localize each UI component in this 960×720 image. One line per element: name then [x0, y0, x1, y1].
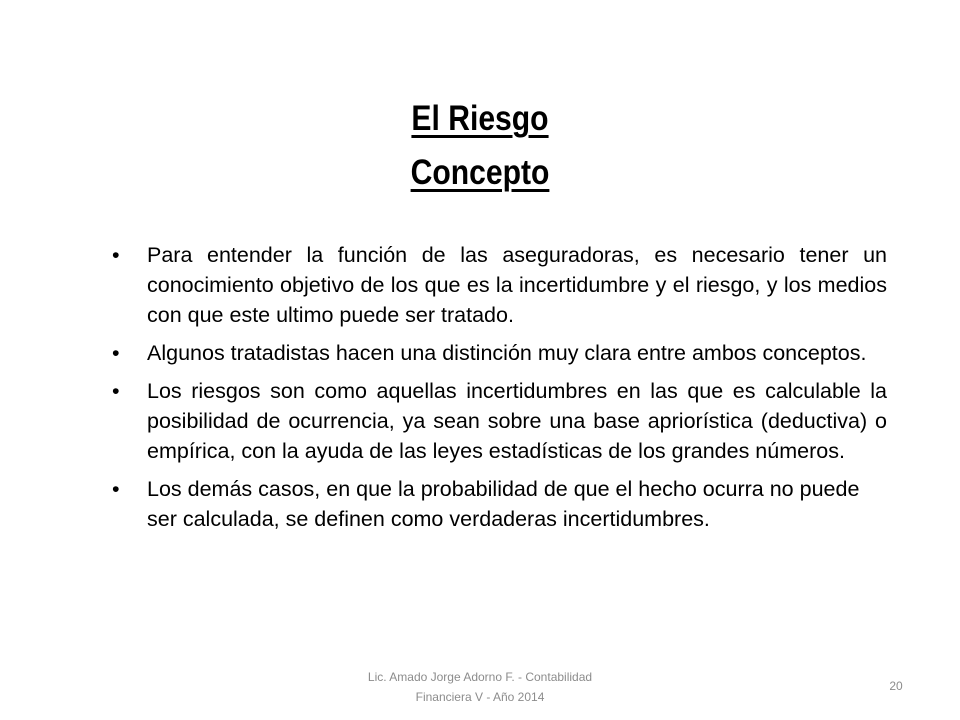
bullet-item [112, 338, 887, 368]
bullet-text: Para entender la función de las aseguradoras, es necesario tener un conocimiento objetivo de los que es la incertidumbre y el riesgo, y los medios con que este ultimo puede ser tratado. [147, 243, 887, 327]
bullet-dot-icon: • [112, 341, 120, 365]
bullet-item [112, 474, 887, 534]
bullet-list [112, 240, 887, 542]
footer-line-1: Lic. Amado Jorge Adorno F. - Contabilidad [367, 670, 593, 684]
bullet-text: Los riesgos son como aquellas incertidumbres en las que es calculable la posibilidad de ocurrencia, ya sean sobre una base apriorística (deductiva) o empírica, con la ayuda de las leyes estadísticas de los grandes números. [147, 379, 887, 463]
footer-author [316, 667, 644, 707]
page-number: 20 [889, 679, 903, 693]
slide-subtitle: Concepto [410, 153, 550, 192]
footer-line-2: Financiera V - Año 2014 [415, 690, 545, 704]
bullet-item [112, 240, 887, 330]
bullet-text: Los demás casos, en que la probabilidad de que el hecho ocurra no puede ser calculada, se definen como verdaderas incertidumbres. [147, 477, 860, 531]
bullet-text: Algunos tratadistas hacen una distinción muy clara entre ambos conceptos. [147, 341, 867, 365]
bullet-dot-icon: • [112, 243, 120, 267]
slide-title-block [0, 92, 960, 200]
bullet-dot-icon: • [112, 477, 120, 501]
bullet-item [112, 376, 887, 466]
slide-title: El Riesgo [411, 99, 549, 138]
bullet-dot-icon: • [112, 379, 120, 403]
